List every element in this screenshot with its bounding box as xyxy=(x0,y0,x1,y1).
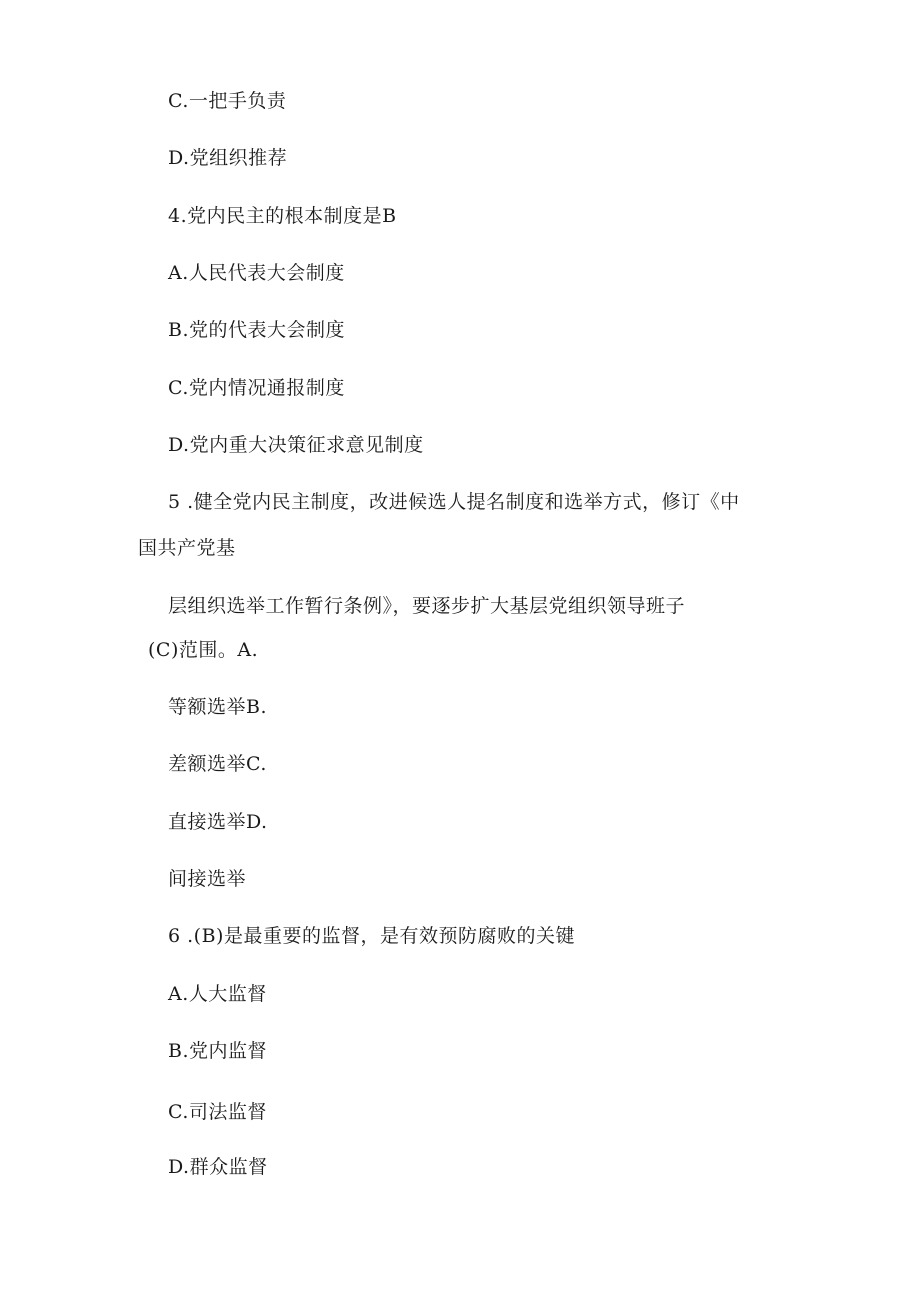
q6-option-c: C.司法监督 xyxy=(168,1101,267,1123)
q3-option-c: C.一把手负责 xyxy=(168,90,287,112)
q4-option-a: A.人民代表大会制度 xyxy=(168,262,345,284)
q5-question-line-2: 国共产党基 xyxy=(138,537,236,559)
q5-question-line-3: 层组织选举工作暂行条例》，要逐步扩大基层党组织领导班子 xyxy=(168,595,686,617)
q5-option-line-2: 差额选举C. xyxy=(168,753,267,775)
q4-option-d: D.党内重大决策征求意见制度 xyxy=(168,434,424,456)
q4-option-c: C.党内情况通报制度 xyxy=(168,377,345,399)
q5-option-line-1: 等额选举B. xyxy=(168,696,268,718)
q5-question-line-4: (C)范围。A. xyxy=(148,639,259,661)
q3-option-d: D.党组织推荐 xyxy=(168,147,288,169)
q5-option-line-4: 间接选举 xyxy=(168,868,247,890)
q5-question-line-1: 5 .健全党内民主制度，改进候选人提名制度和选举方式，修订《中 xyxy=(168,491,740,513)
q4-question: 4.党内民主的根本制度是B xyxy=(168,205,397,227)
q6-question: 6 .(B)是最重要的监督，是有效预防腐败的关键 xyxy=(168,925,575,947)
q6-option-d: D.群众监督 xyxy=(168,1156,268,1178)
q6-option-b: B.党内监督 xyxy=(168,1040,268,1062)
q4-option-b: B.党的代表大会制度 xyxy=(168,319,346,341)
q6-option-a: A.人大监督 xyxy=(168,983,267,1005)
q5-option-line-3: 直接选举D. xyxy=(168,811,268,833)
